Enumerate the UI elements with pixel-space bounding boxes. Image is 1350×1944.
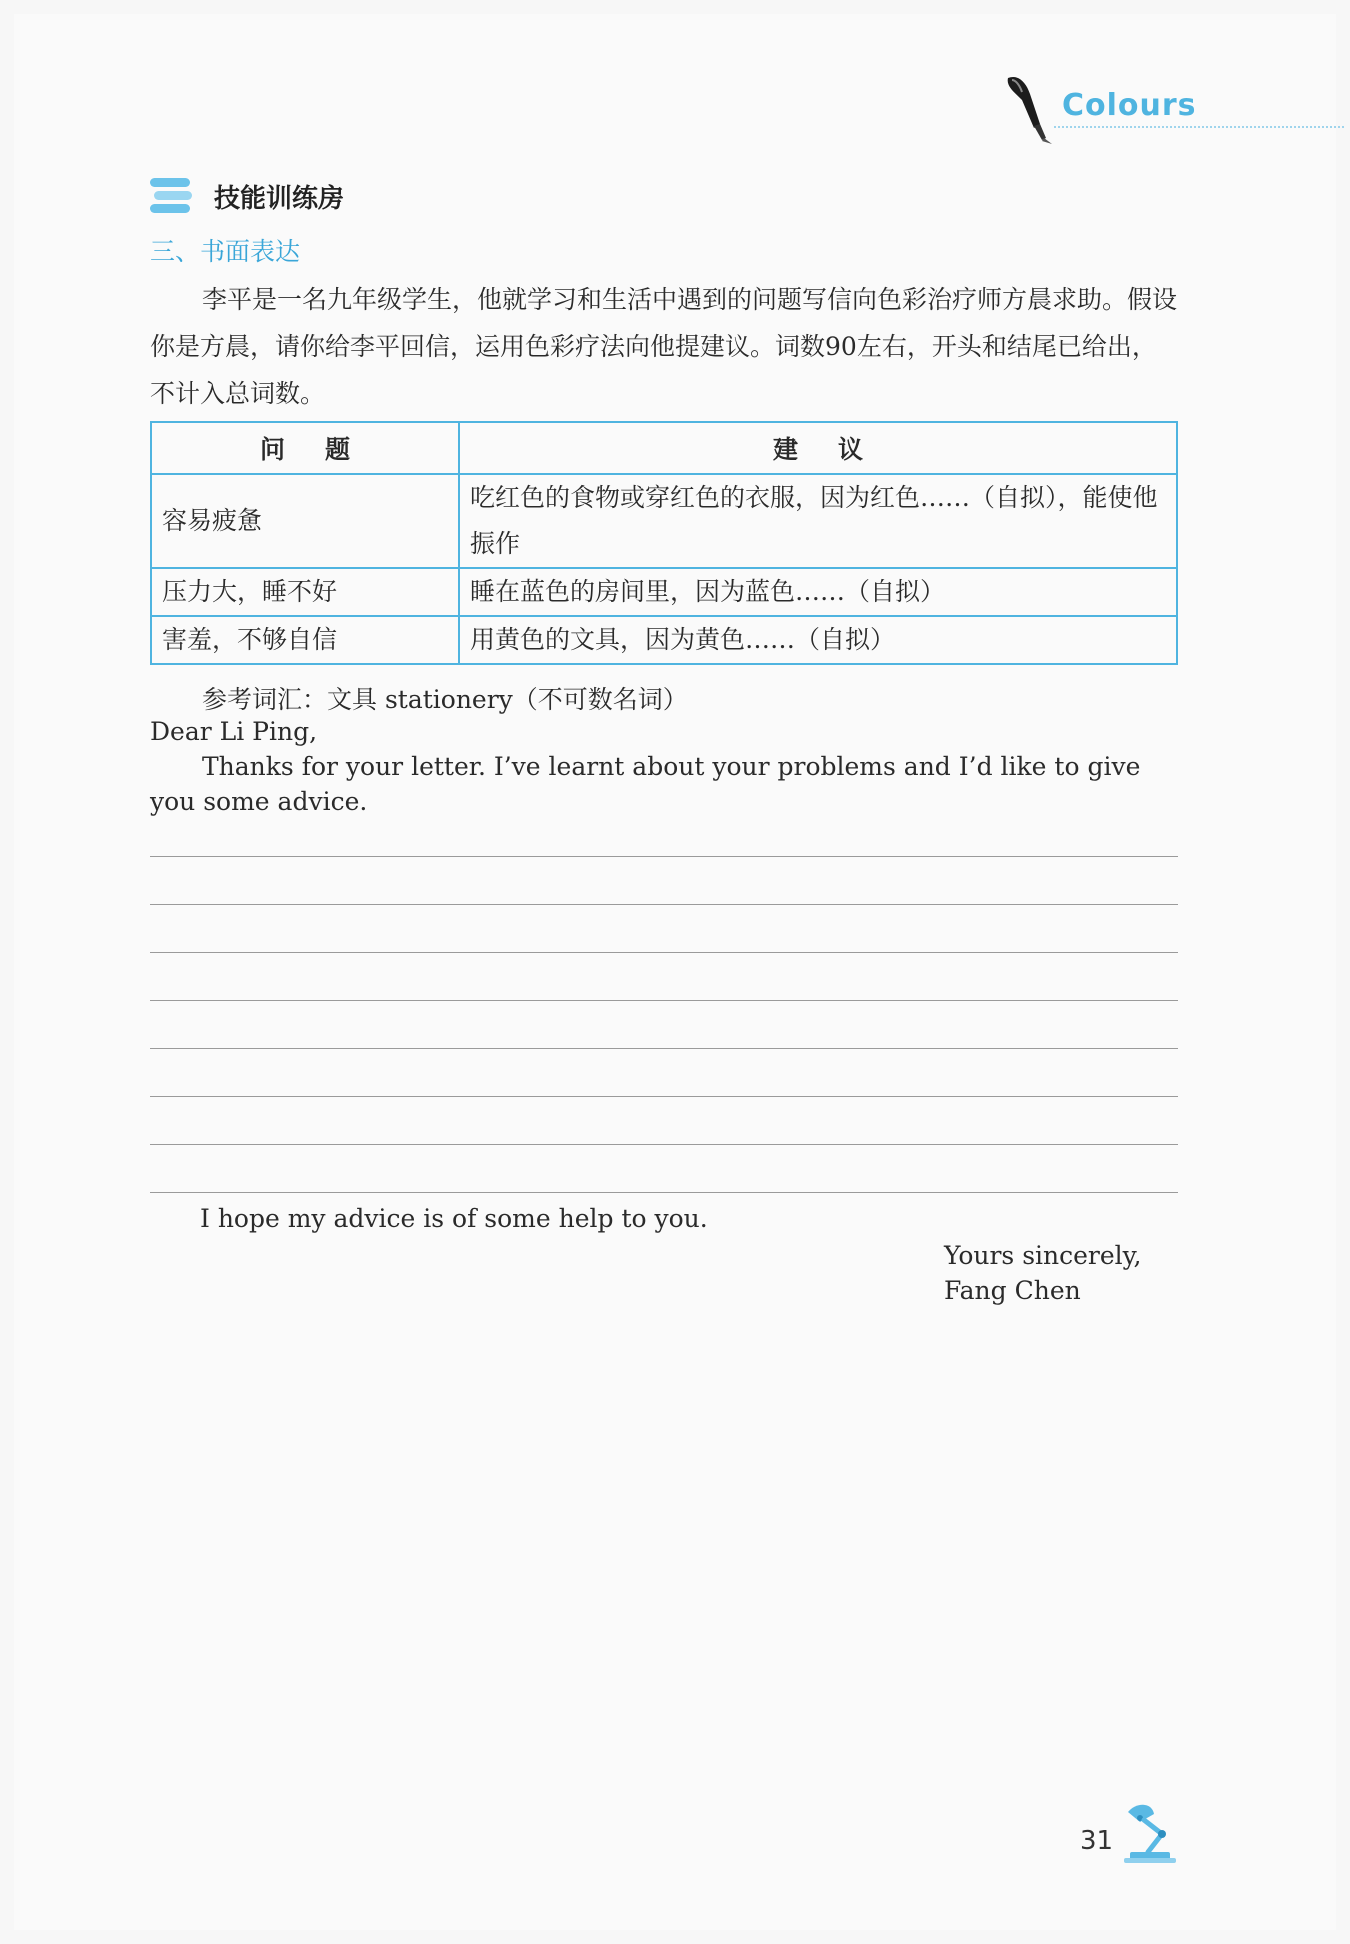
header-advice: 建议: [459, 422, 1177, 474]
writing-line[interactable]: [150, 1096, 1178, 1097]
section-icon: [148, 176, 194, 216]
problem-cell: 容易疲惫: [151, 474, 459, 568]
letter-opening: [150, 714, 1178, 819]
reference-vocab: 参考词汇：文具 stationery（不可数名词）: [202, 685, 688, 714]
writing-line[interactable]: [150, 952, 1178, 953]
pen-icon: [1000, 74, 1054, 144]
table-header-row: [151, 422, 1177, 474]
advice-cell: 吃红色的食物或穿红色的衣服，因为红色……（自拟），能使他振作: [459, 474, 1177, 568]
writing-line[interactable]: [150, 856, 1178, 857]
writing-line[interactable]: [150, 904, 1178, 905]
header-rule: [1054, 126, 1344, 128]
letter-opening-paragraph: Thanks for your letter. I’ve learnt about your problems and I’d like to give you some advice.: [150, 752, 1141, 816]
letter-greeting: Dear Li Ping,: [150, 717, 318, 746]
problem-cell: 害羞，不够自信: [151, 616, 459, 664]
advice-cell: 用黄色的文具，因为黄色……（自拟）: [459, 616, 1177, 664]
writing-line[interactable]: [150, 1048, 1178, 1049]
instructions: 李平是一名九年级学生，他就学习和生活中遇到的问题写信向色彩治疗师方晨求助。假设你是方晨，请你给李平回信，运用色彩疗法向他提建议。词数90左右，开头和结尾已给出，不计入总词数。: [150, 285, 1178, 408]
letter-signoff: [944, 1238, 1141, 1308]
problem-cell: 压力大，睡不好: [151, 568, 459, 616]
table-row: [151, 616, 1177, 664]
advice-cell: 睡在蓝色的房间里，因为蓝色……（自拟）: [459, 568, 1177, 616]
signature: Fang Chen: [944, 1276, 1081, 1305]
writing-line[interactable]: [150, 1144, 1178, 1145]
advice-table: [150, 421, 1178, 665]
unit-title: Colours: [1062, 88, 1197, 123]
letter-closing: I hope my advice is of some help to you.: [200, 1204, 708, 1233]
section-title: 技能训练房: [214, 184, 345, 214]
exercise-title: 三、书面表达: [150, 237, 301, 266]
lamp-icon: [1118, 1800, 1178, 1864]
table-row: [151, 568, 1177, 616]
writing-line[interactable]: [150, 1000, 1178, 1001]
page-number: 31: [1080, 1826, 1114, 1856]
writing-line[interactable]: [150, 1192, 1178, 1193]
table-row: [151, 474, 1177, 568]
valediction: Yours sincerely,: [944, 1241, 1142, 1270]
header-problem: 问题: [151, 422, 459, 474]
